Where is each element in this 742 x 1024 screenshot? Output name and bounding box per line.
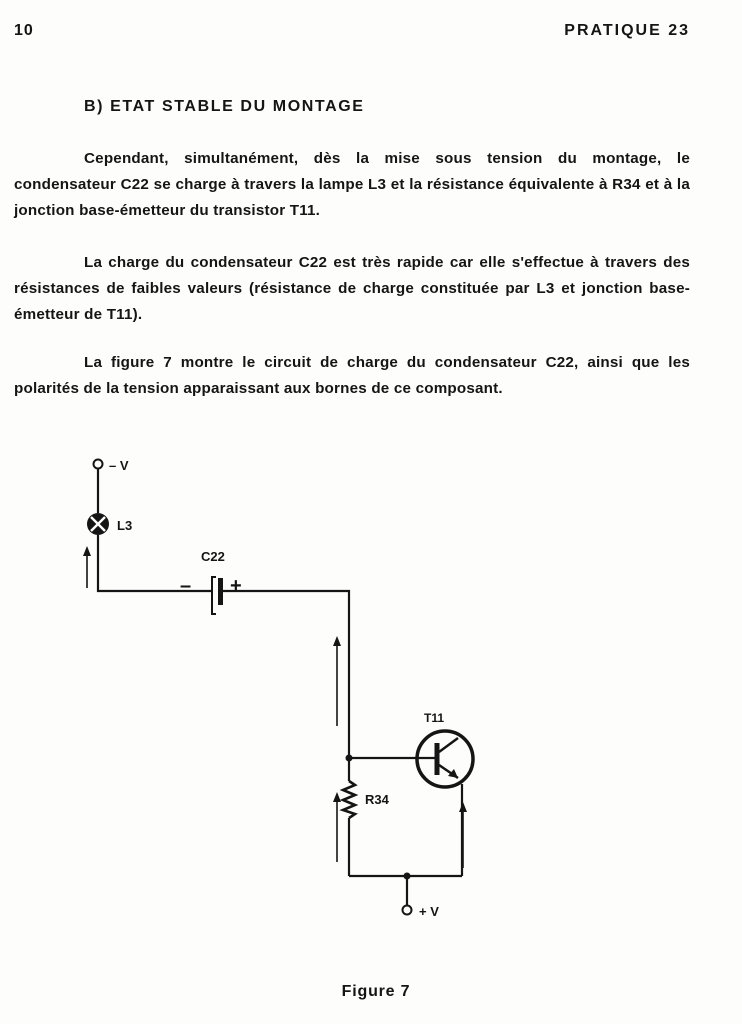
transistor-symbol [417,731,473,787]
current-arrow [459,802,467,868]
transistor-label: T11 [424,711,445,725]
lamp-label: L3 [117,518,133,533]
wire-capacitor-to-rail [222,591,349,781]
capacitor-symbol [212,577,223,614]
positive-terminal [403,906,412,915]
capacitor-label: C22 [201,549,225,564]
paragraph: La charge du condensateur C22 est très rapide car elle s'effectue à travers des résistances de faibles valeurs (résistance de charge constituée par L3 et jonction base-émetteur de T11). [14,254,690,323]
circuit-diagram [0,440,742,970]
figure-caption: Figure 7 [341,983,411,1000]
paragraph: La figure 7 montre le circuit de charge du condensateur C22, ainsi que les polarités de la tension apparaissant aux bornes de ce composant. [14,354,690,397]
running-head: PRATIQUE 23 [564,22,690,39]
wire-lamp-to-capacitor [98,535,212,591]
junction-dot [404,873,411,880]
resistor-label: R34 [365,792,389,807]
capacitor-plus-sign: + [230,575,242,597]
paragraph: Cependant, simultanément, dès la mise sous tension du montage, le condensateur C22 se charge à travers la lampe L3 et la résistance équivalente à R34 et à la jonction base-émetteur du transistor T11. [14,150,690,219]
junction-dot [346,755,353,762]
lamp-symbol [87,513,109,535]
current-arrow [83,546,91,588]
section-title: B) ETAT STABLE DU MONTAGE [84,98,365,115]
capacitor-minus-sign: – [180,575,192,597]
current-arrow [333,636,341,726]
positive-supply-label: + V [419,904,439,919]
page-number: 10 [14,22,34,39]
negative-terminal [94,460,103,469]
negative-supply-label: – V [109,458,129,473]
resistor-symbol [343,781,355,818]
current-arrow [333,792,341,862]
